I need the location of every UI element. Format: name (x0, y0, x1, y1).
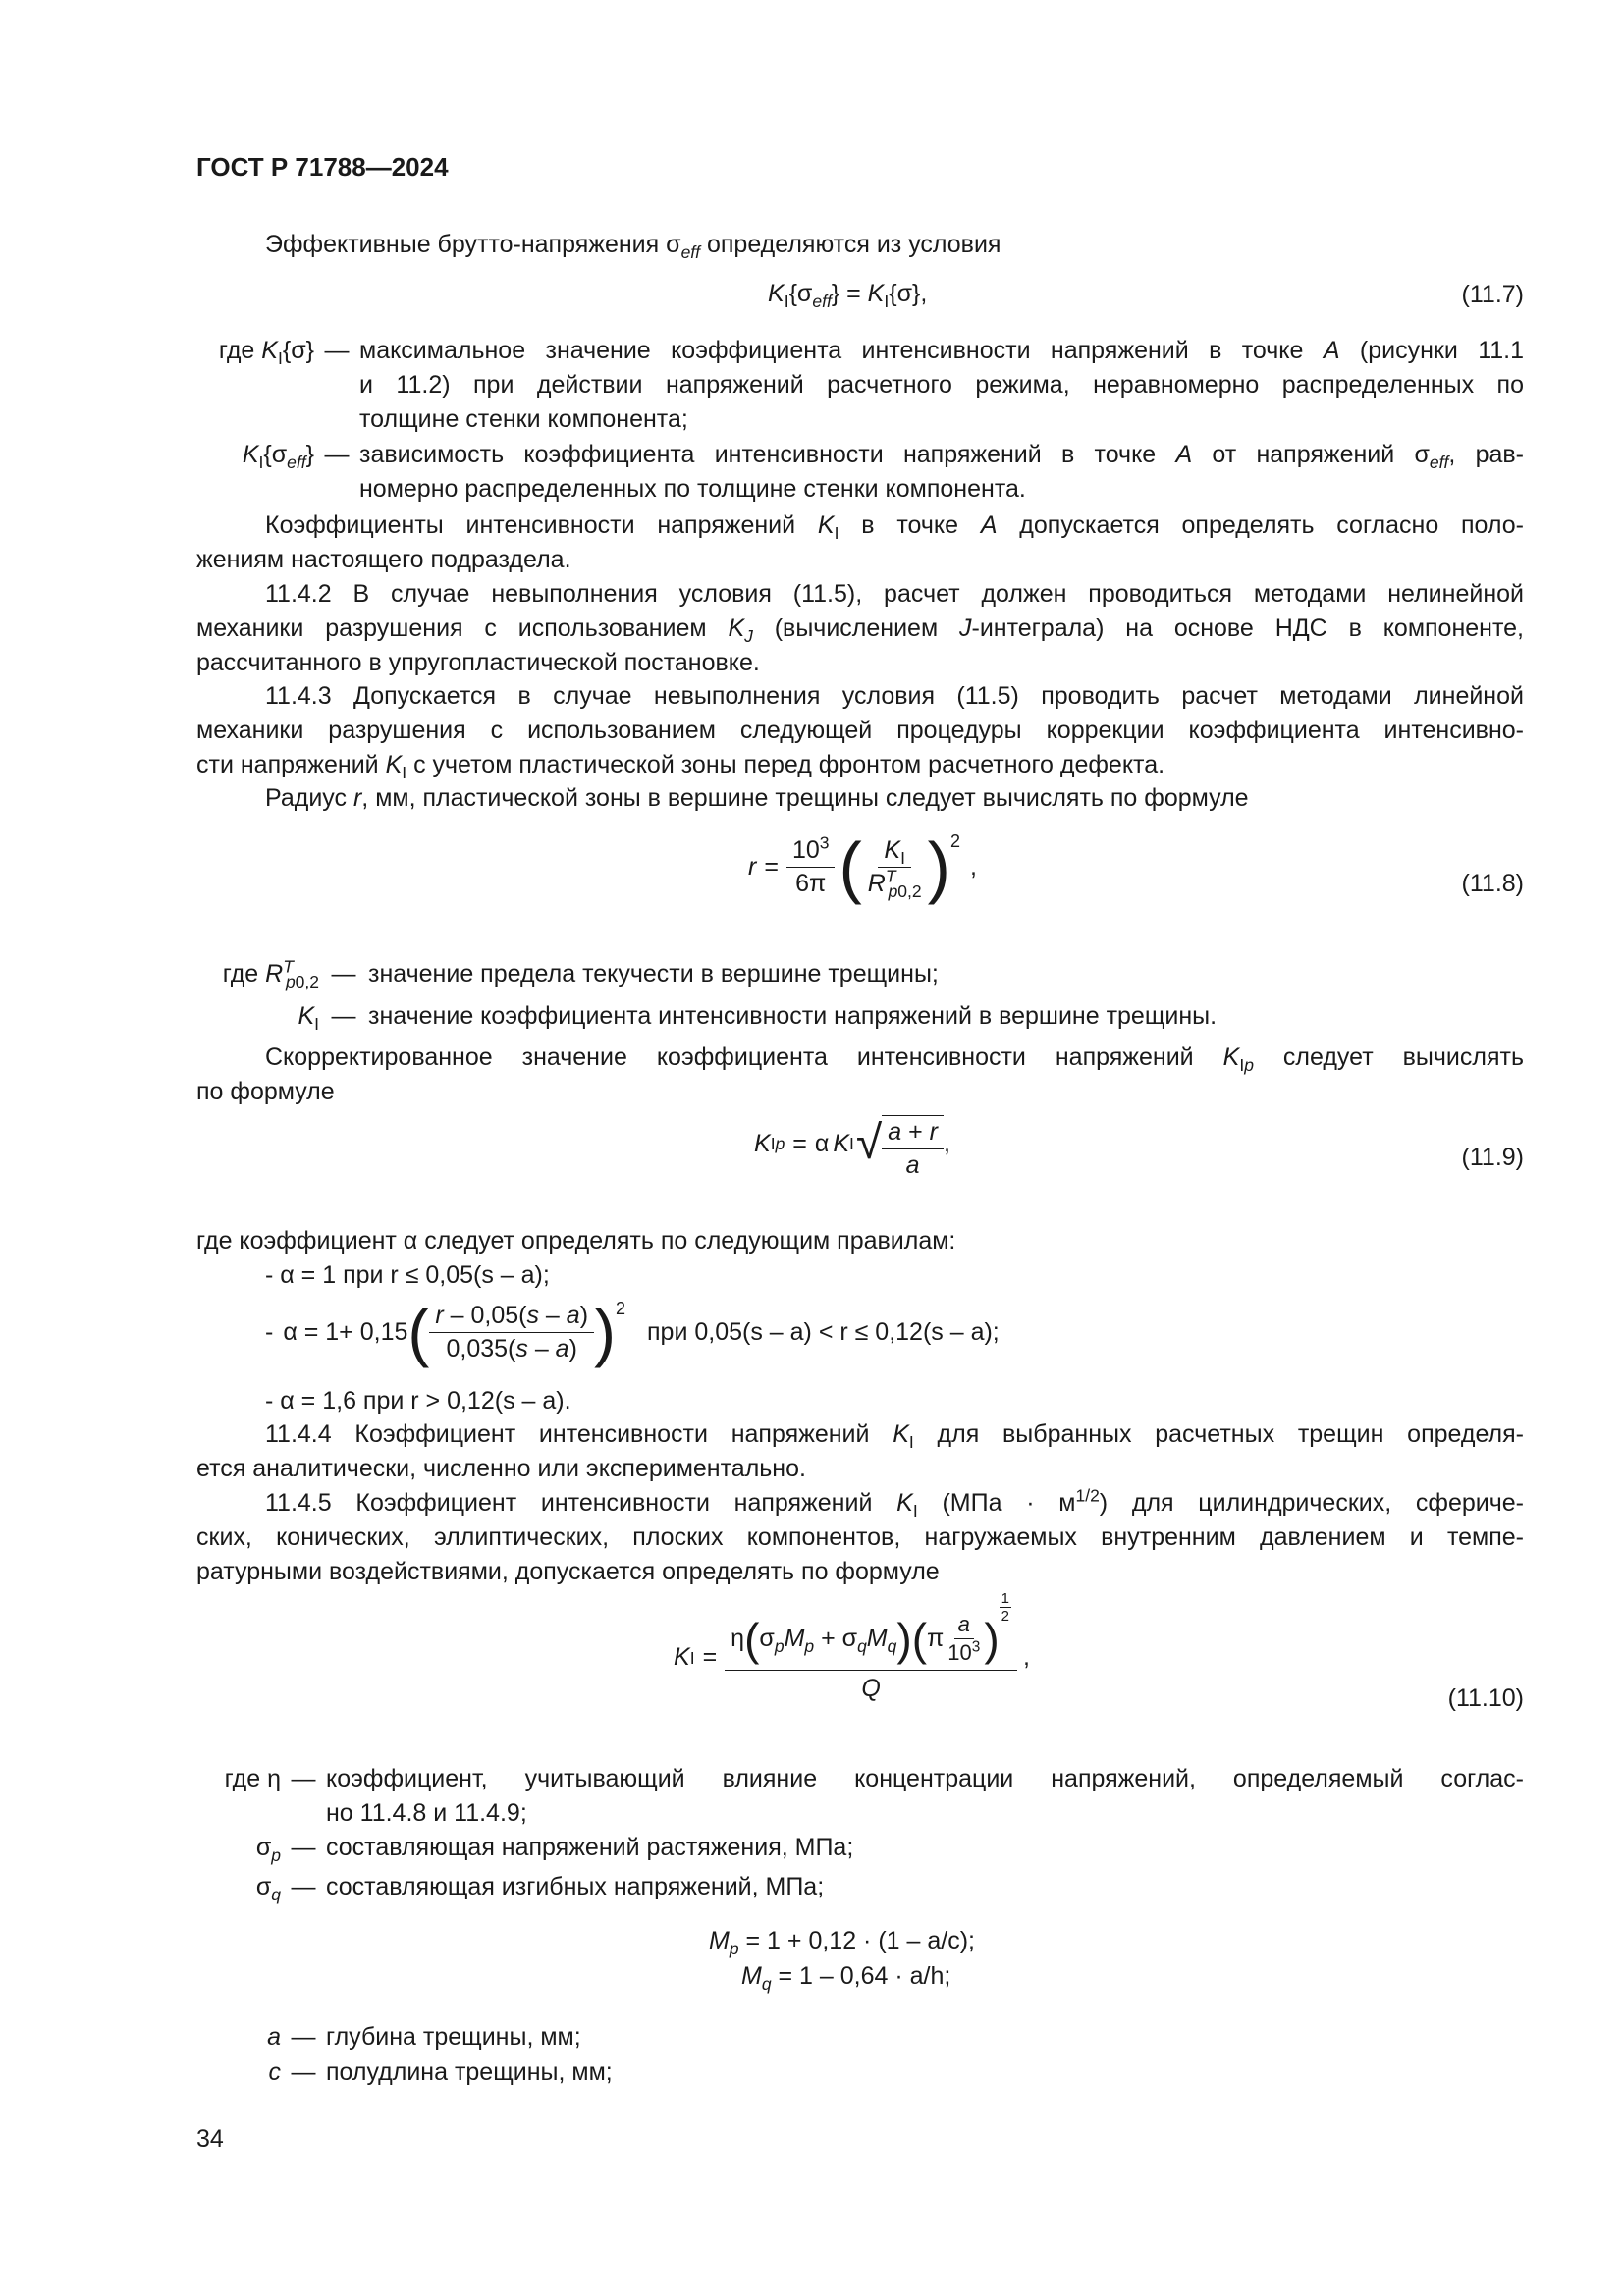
definition-sigma-q: $\sigma_q$ — составляющая изгибных напряжений, МПа; (255, 1873, 825, 1904)
equation-11-9-label: (11.9) (1461, 1144, 1524, 1171)
page-number: 34 (196, 2125, 224, 2153)
definition-c: c — полудлина трещины, мм; (268, 2058, 613, 2086)
paragraph-corrected: Скорректированное значение коэффициента интенсивности напряжений $K_{Ip}$ следует вычислять по формуле (196, 1043, 1524, 1105)
rule-2: - α = 1+ 0,15 ( $\frac{r - 0,05(s - a)}{0,035(s - a)}$ ) $^2$ при 0,05(s – a) < r ≤ 0,12(s – a); (265, 1296, 1000, 1368)
definition-rp02: где $R^T_{p0,2}$ — значение предела текучести в вершине трещины; (222, 956, 939, 991)
equation-11-7-label: (11.7) (1461, 281, 1524, 308)
definition-ki: $K_I$ — значение коэффициента интенсивности напряжений в вершине трещины. (298, 1002, 1218, 1034)
rule-1: - α = 1 при r ≤ 0,05(s – a); (265, 1261, 550, 1289)
standard-header: ГОСТ Р 71788—2024 (196, 152, 449, 182)
equation-11-10-label: (11.10) (1447, 1684, 1524, 1712)
equation-11-9: K Ip = α K I √ $\frac{a + r}{a}$ , (754, 1117, 950, 1179)
equation-11-10: K I = η ( $\sigma_pM_p + \sigma_qM_q$ ) ( π $\frac{a}{10^3}$ ) $\frac{1}{2}$ Q , (674, 1590, 1030, 1702)
equation-11-8-label: (11.8) (1461, 870, 1524, 897)
definition-a: a — глубина трещины, мм; (267, 2023, 581, 2051)
paragraph-11-4-2: 11.4.2 В случае невыполнения условия (11.5), расчет должен проводиться методами нелинейной механики разрушения с использованием $K_J$ (вычислением J-интеграла) на основе НДС в компоненте, рассчитанного в упругопластической постановке. (196, 580, 1524, 676)
paragraph-effective-stress: Эффективные брутто-напряжения $\sigma_{eff}$ определяются из условия (265, 231, 1001, 262)
equation-mq: $M_q = 1 - 0,64 \cdot a/h$; (741, 1962, 951, 1994)
paragraph-radius: Радиус r, мм, пластической зоны в вершине трещины следует вычислять по формуле (265, 784, 1249, 812)
definition-ki-sigma: где $K_I\{\sigma\}$ — максимальное значение коэффициента интенсивности напряжений в точке A (рисунки 11.1 и 11.2) при действии напряжений расчетного режима, неравномерно распределенных по толщине стенки компонента; (218, 337, 1524, 433)
paragraph-11-4-5: 11.4.5 Коэффициент интенсивности напряжений $K_I$ $(МПа \cdot м^{1/2})$ для цилиндрических, сфериче- ских, конических, эллиптических, плоских компонентов, нагружаемых внутренним давлением и темпе- ратурными воздействиями, допускается определять по формуле (196, 1485, 1525, 1585)
definition-eta: где η — коэффициент, учитывающий влияние концентрации напряжений, определяемый соглас- но 11.4.8 и 11.4.9; (224, 1765, 1524, 1827)
definition-ki-sigma-eff: $K_I\{\sigma_{eff}\}$ — зависимость коэффициента интенсивности напряжений в точке A от напряжений $\sigma_{eff}$, рав- номерно распределенных по толщине стенки компонента. (242, 441, 1524, 503)
paragraph-11-4-3: 11.4.3 Допускается в случае невыполнения условия (11.5) проводить расчет методами линейной механики разрушения с использованием следующей процедуры коррекции коэффициента интенсивно- сти напряжений $K_I$ с учетом пластической зоны перед фронтом расчетного дефекта. (196, 682, 1524, 782)
paragraph-11-4-4: 11.4.4 Коэффициент интенсивности напряжений $K_I$ для выбранных расчетных трещин определя- ется аналитически, численно или экспериментально. (196, 1420, 1524, 1482)
rule-3: - α = 1,6 при r > 0,12(s – a). (265, 1387, 571, 1415)
equation-11-8: r = $\frac{10^3}{6\pi}$ ( $\frac{K_I}{R^T_{p0,2}}$ ) $^2$ , (748, 828, 977, 905)
paragraph-ki: Коэффициенты интенсивности напряжений $K_I$ в точке A допускается определять согласно поло- жениям настоящего подраздела. (196, 511, 1525, 573)
paragraph-alpha: где коэффициент α следует определять по следующим правилам: (196, 1227, 956, 1255)
equation-mp: $M_p = 1 + 0,12 \cdot (1 - a/c)$; (709, 1927, 975, 1958)
equation-11-7: $K_I\{\sigma_{eff}\} = K_I\{\sigma\}$, (768, 280, 928, 311)
definition-sigma-p: $\sigma_p$ — составляющая напряжений растяжения, МПа; (255, 1834, 854, 1865)
